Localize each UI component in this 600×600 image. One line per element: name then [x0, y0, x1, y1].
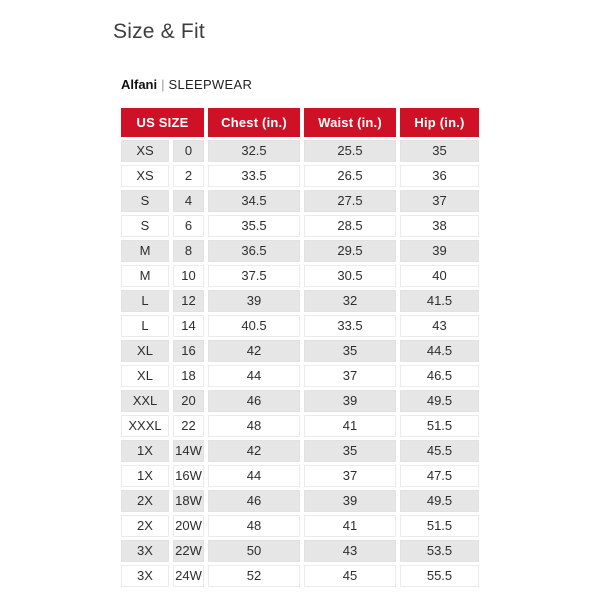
hip-cell: 49.5: [400, 390, 479, 412]
page-title: Size & Fit: [113, 20, 205, 43]
chest-cell: 42: [208, 340, 300, 362]
size-chart-table: [117, 105, 483, 590]
chest-cell: 32.5: [208, 140, 300, 162]
size-row: [121, 290, 479, 312]
waist-cell: 41: [304, 515, 396, 537]
size-row: [121, 465, 479, 487]
brand-category: SLEEPWEAR: [168, 77, 253, 92]
hip-cell: 44.5: [400, 340, 479, 362]
numeric-size-cell: 16: [173, 340, 204, 362]
size-row: [121, 440, 479, 462]
brand-line: [121, 77, 600, 92]
size-row: [121, 415, 479, 437]
waist-cell: 29.5: [304, 240, 396, 262]
numeric-size-cell: 8: [173, 240, 204, 262]
hip-cell: 45.5: [400, 440, 479, 462]
chest-cell: 46: [208, 490, 300, 512]
size-label-cell: XXXL: [121, 415, 169, 437]
size-label-cell: XL: [121, 340, 169, 362]
size-label-cell: 1X: [121, 465, 169, 487]
waist-cell: 35: [304, 340, 396, 362]
numeric-size-cell: 20W: [173, 515, 204, 537]
size-row: [121, 540, 479, 562]
waist-cell: 30.5: [304, 265, 396, 287]
size-row: [121, 215, 479, 237]
size-row: [121, 390, 479, 412]
size-row: [121, 265, 479, 287]
hip-cell: 35: [400, 140, 479, 162]
size-label-cell: XS: [121, 165, 169, 187]
size-label-cell: XL: [121, 365, 169, 387]
waist-cell: 35: [304, 440, 396, 462]
size-label-cell: M: [121, 265, 169, 287]
waist-cell: 43: [304, 540, 396, 562]
size-row: [121, 315, 479, 337]
table-header-row: [121, 108, 479, 137]
numeric-size-cell: 6: [173, 215, 204, 237]
chest-cell: 48: [208, 515, 300, 537]
size-row: [121, 515, 479, 537]
waist-cell: 41: [304, 415, 396, 437]
size-label-cell: 3X: [121, 565, 169, 587]
chest-cell: 39: [208, 290, 300, 312]
chest-cell: 34.5: [208, 190, 300, 212]
size-row: [121, 340, 479, 362]
hip-cell: 39: [400, 240, 479, 262]
hip-cell: 53.5: [400, 540, 479, 562]
chest-cell: 37.5: [208, 265, 300, 287]
waist-cell: 32: [304, 290, 396, 312]
size-label-cell: S: [121, 190, 169, 212]
numeric-size-cell: 16W: [173, 465, 204, 487]
size-label-cell: 1X: [121, 440, 169, 462]
chest-cell: 35.5: [208, 215, 300, 237]
numeric-size-cell: 24W: [173, 565, 204, 587]
size-label-cell: M: [121, 240, 169, 262]
col-header-chest: Chest (in.): [208, 108, 300, 137]
waist-cell: 28.5: [304, 215, 396, 237]
hip-cell: 36: [400, 165, 479, 187]
hip-cell: 40: [400, 265, 479, 287]
numeric-size-cell: 10: [173, 265, 204, 287]
waist-cell: 45: [304, 565, 396, 587]
hip-cell: 38: [400, 215, 479, 237]
numeric-size-cell: 14W: [173, 440, 204, 462]
size-label-cell: 3X: [121, 540, 169, 562]
numeric-size-cell: 22: [173, 415, 204, 437]
numeric-size-cell: 2: [173, 165, 204, 187]
numeric-size-cell: 18: [173, 365, 204, 387]
chest-cell: 44: [208, 365, 300, 387]
chest-cell: 50: [208, 540, 300, 562]
waist-cell: 39: [304, 390, 396, 412]
numeric-size-cell: 22W: [173, 540, 204, 562]
numeric-size-cell: 0: [173, 140, 204, 162]
size-label-cell: 2X: [121, 490, 169, 512]
numeric-size-cell: 12: [173, 290, 204, 312]
chest-cell: 33.5: [208, 165, 300, 187]
hip-cell: 41.5: [400, 290, 479, 312]
waist-cell: 26.5: [304, 165, 396, 187]
size-row: [121, 565, 479, 587]
size-row: [121, 190, 479, 212]
numeric-size-cell: 20: [173, 390, 204, 412]
size-row: [121, 365, 479, 387]
size-row: [121, 140, 479, 162]
size-label-cell: L: [121, 290, 169, 312]
chest-cell: 48: [208, 415, 300, 437]
hip-cell: 55.5: [400, 565, 479, 587]
chest-cell: 36.5: [208, 240, 300, 262]
waist-cell: 25.5: [304, 140, 396, 162]
col-header-hip: Hip (in.): [400, 108, 479, 137]
hip-cell: 47.5: [400, 465, 479, 487]
size-row: [121, 240, 479, 262]
waist-cell: 37: [304, 365, 396, 387]
waist-cell: 37: [304, 465, 396, 487]
size-label-cell: XXL: [121, 390, 169, 412]
numeric-size-cell: 18W: [173, 490, 204, 512]
numeric-size-cell: 14: [173, 315, 204, 337]
numeric-size-cell: 4: [173, 190, 204, 212]
size-label-cell: S: [121, 215, 169, 237]
hip-cell: 46.5: [400, 365, 479, 387]
hip-cell: 49.5: [400, 490, 479, 512]
hip-cell: 51.5: [400, 415, 479, 437]
size-row: [121, 490, 479, 512]
chest-cell: 44: [208, 465, 300, 487]
col-header-us-size: US SIZE: [121, 108, 204, 137]
col-header-waist: Waist (in.): [304, 108, 396, 137]
chest-cell: 42: [208, 440, 300, 462]
waist-cell: 33.5: [304, 315, 396, 337]
chest-cell: 46: [208, 390, 300, 412]
hip-cell: 51.5: [400, 515, 479, 537]
waist-cell: 39: [304, 490, 396, 512]
brand-separator: |: [161, 77, 165, 92]
chest-cell: 40.5: [208, 315, 300, 337]
size-label-cell: 2X: [121, 515, 169, 537]
hip-cell: 43: [400, 315, 479, 337]
chest-cell: 52: [208, 565, 300, 587]
size-label-cell: L: [121, 315, 169, 337]
brand-name: Alfani: [121, 77, 158, 92]
hip-cell: 37: [400, 190, 479, 212]
size-label-cell: XS: [121, 140, 169, 162]
waist-cell: 27.5: [304, 190, 396, 212]
size-row: [121, 165, 479, 187]
